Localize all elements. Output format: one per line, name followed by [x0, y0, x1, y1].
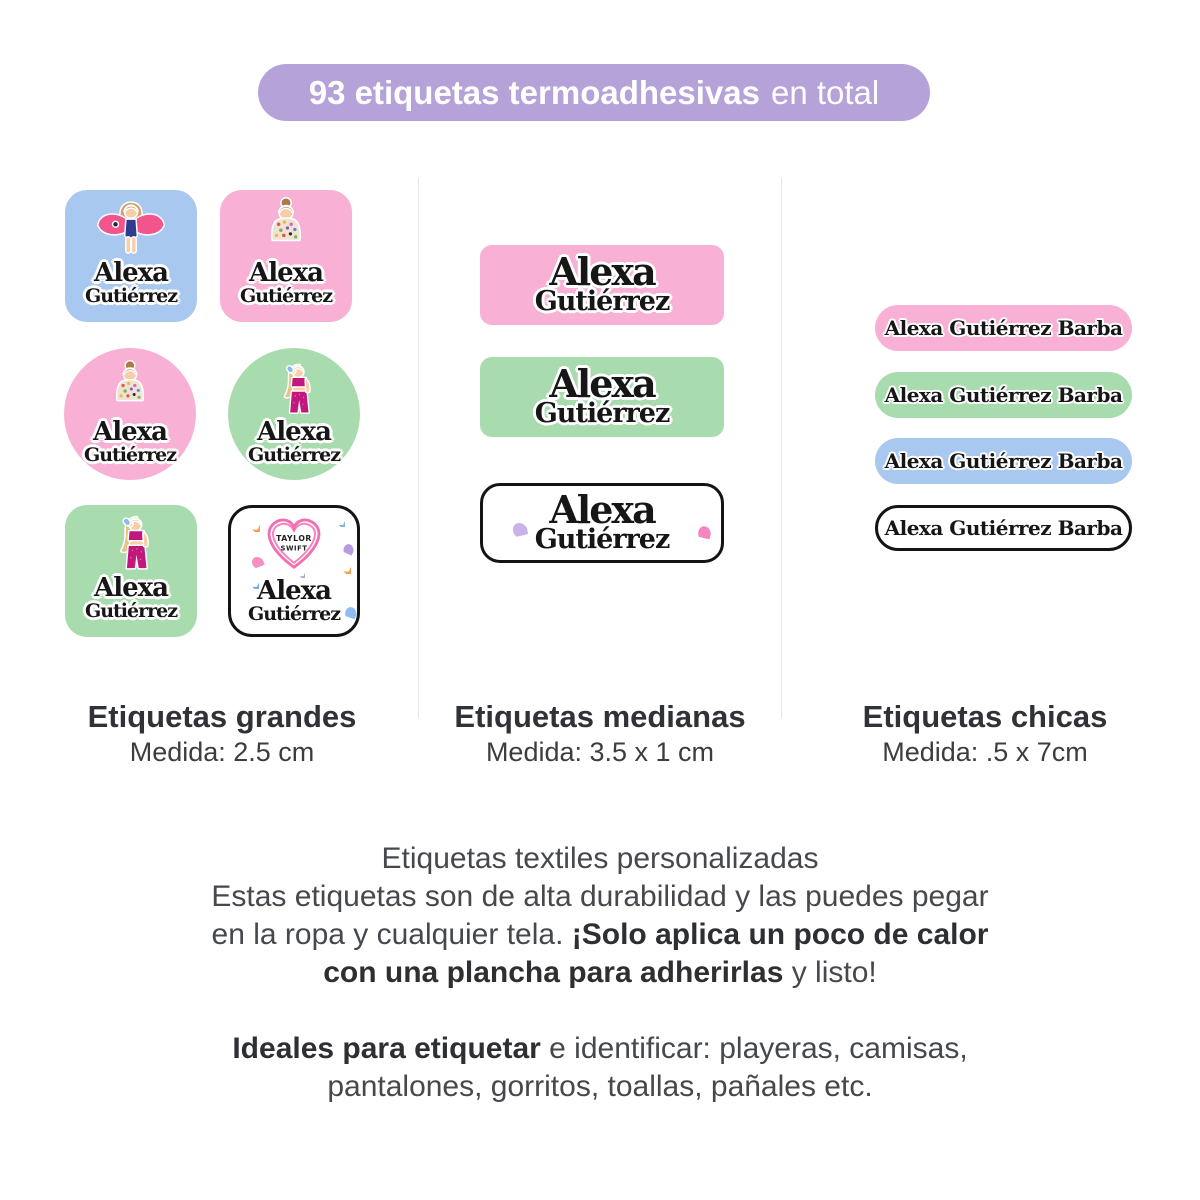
label-name-last: Gutiérrez: [247, 603, 341, 625]
description-bold-text: con una plancha para adherirlas: [323, 956, 784, 989]
label-large-pink-square: [220, 190, 352, 322]
caption-size: Medida: .5 x 7cm: [882, 737, 1088, 767]
label-name-last: Gutiérrez: [239, 285, 333, 307]
label-medium-white: [480, 483, 724, 563]
label-name-first: Alexa: [257, 576, 331, 606]
label-name-full: Alexa Gutiérrez Barba: [884, 516, 1123, 540]
header-banner: [258, 64, 930, 121]
caption-medium-labels: [420, 700, 780, 768]
caption-title: Etiquetas medianas: [454, 699, 746, 734]
description-line: Estas etiquetas son de alta durabilidad y las puedes pegar: [211, 880, 989, 913]
label-name-full: Alexa Gutiérrez Barba: [884, 449, 1123, 473]
label-name-first: Alexa: [257, 417, 331, 447]
butterfly-icon: [233, 542, 264, 573]
description-bold-text: ¡Solo aplica un poco de calor: [571, 918, 989, 951]
description-line: [0, 1030, 1200, 1068]
description-bold-text: Ideales para etiquetar: [232, 1032, 541, 1065]
label-large-white-square: [228, 505, 360, 637]
caption-title: Etiquetas grandes: [87, 699, 357, 734]
heart-text-line2: SWIFT: [280, 544, 308, 553]
label-medium-green: [480, 357, 724, 437]
label-small-blue: [875, 438, 1132, 484]
butterfly-icon: [331, 526, 360, 555]
caption-title: Etiquetas chicas: [862, 699, 1108, 734]
taylor-floral-illustration: [238, 197, 334, 259]
label-name-last: Gutiérrez: [247, 444, 341, 466]
column-divider-right: [781, 178, 782, 718]
caption-large-labels: [40, 700, 404, 768]
label-name-first: Alexa: [94, 258, 168, 288]
description-line: pantalones, gorritos, toallas, pañales etc.: [327, 1070, 873, 1103]
label-name-last: Gutiérrez: [84, 600, 178, 622]
label-name-first: Alexa: [549, 487, 655, 532]
description-line: [0, 916, 1200, 954]
butterfly-icon: [683, 507, 716, 540]
taylor-singer-illustration: [83, 512, 179, 574]
label-large-green-square: [65, 505, 197, 637]
ideal-uses-paragraph: [0, 1030, 1200, 1106]
star-icon: [331, 513, 345, 527]
description-paragraph: [0, 840, 1200, 992]
description-text: y listo!: [783, 956, 877, 989]
label-name-block: [231, 577, 357, 624]
description-line: [0, 954, 1200, 992]
label-name-first: Alexa: [93, 417, 167, 447]
label-name-last: Gutiérrez: [534, 398, 670, 429]
label-large-blue-square: [65, 190, 197, 322]
taylor-singer-illustration: [246, 360, 342, 418]
label-name-first: Alexa: [549, 361, 655, 406]
label-name-last: Gutiérrez: [83, 444, 177, 466]
caption-small-labels: [795, 700, 1175, 768]
label-name-first: Alexa: [94, 573, 168, 603]
label-large-green-circle: [228, 348, 360, 480]
label-name-last: Gutiérrez: [534, 524, 670, 555]
label-small-pink: [875, 305, 1132, 351]
caption-size: Medida: 2.5 cm: [129, 737, 315, 767]
label-name-first: Alexa: [549, 249, 655, 294]
label-large-pink-circle: [64, 348, 196, 480]
description-line: Etiquetas textiles personalizadas: [381, 842, 819, 875]
label-name-full: Alexa Gutiérrez Barba: [884, 316, 1123, 340]
description-text: en la ropa y cualquier tela.: [211, 918, 572, 951]
banner-total-text: en total: [770, 73, 880, 111]
heart-text-line1: TAYLOR: [276, 533, 312, 543]
label-small-green: [875, 372, 1132, 418]
taylor-floral-illustration: [82, 360, 178, 418]
description-text: e identificar: playeras, camisas,: [540, 1032, 968, 1065]
column-divider-left: [418, 178, 419, 718]
label-name-full: Alexa Gutiérrez Barba: [884, 383, 1123, 407]
caption-size: Medida: 3.5 x 1 cm: [485, 737, 715, 767]
label-medium-pink: [480, 245, 724, 325]
label-name-first: Alexa: [249, 258, 323, 288]
banner-count-text: 93 etiquetas termoadhesivas: [308, 73, 760, 111]
label-name-last: Gutiérrez: [84, 285, 178, 307]
butterfly-icon: [492, 505, 528, 541]
star-icon: [334, 557, 351, 574]
label-small-white: [875, 505, 1132, 551]
star-icon: [243, 515, 260, 532]
label-name-last: Gutiérrez: [534, 286, 670, 317]
scribble-heart-icon: [261, 514, 327, 572]
taylor-cape-illustration: [83, 197, 179, 259]
